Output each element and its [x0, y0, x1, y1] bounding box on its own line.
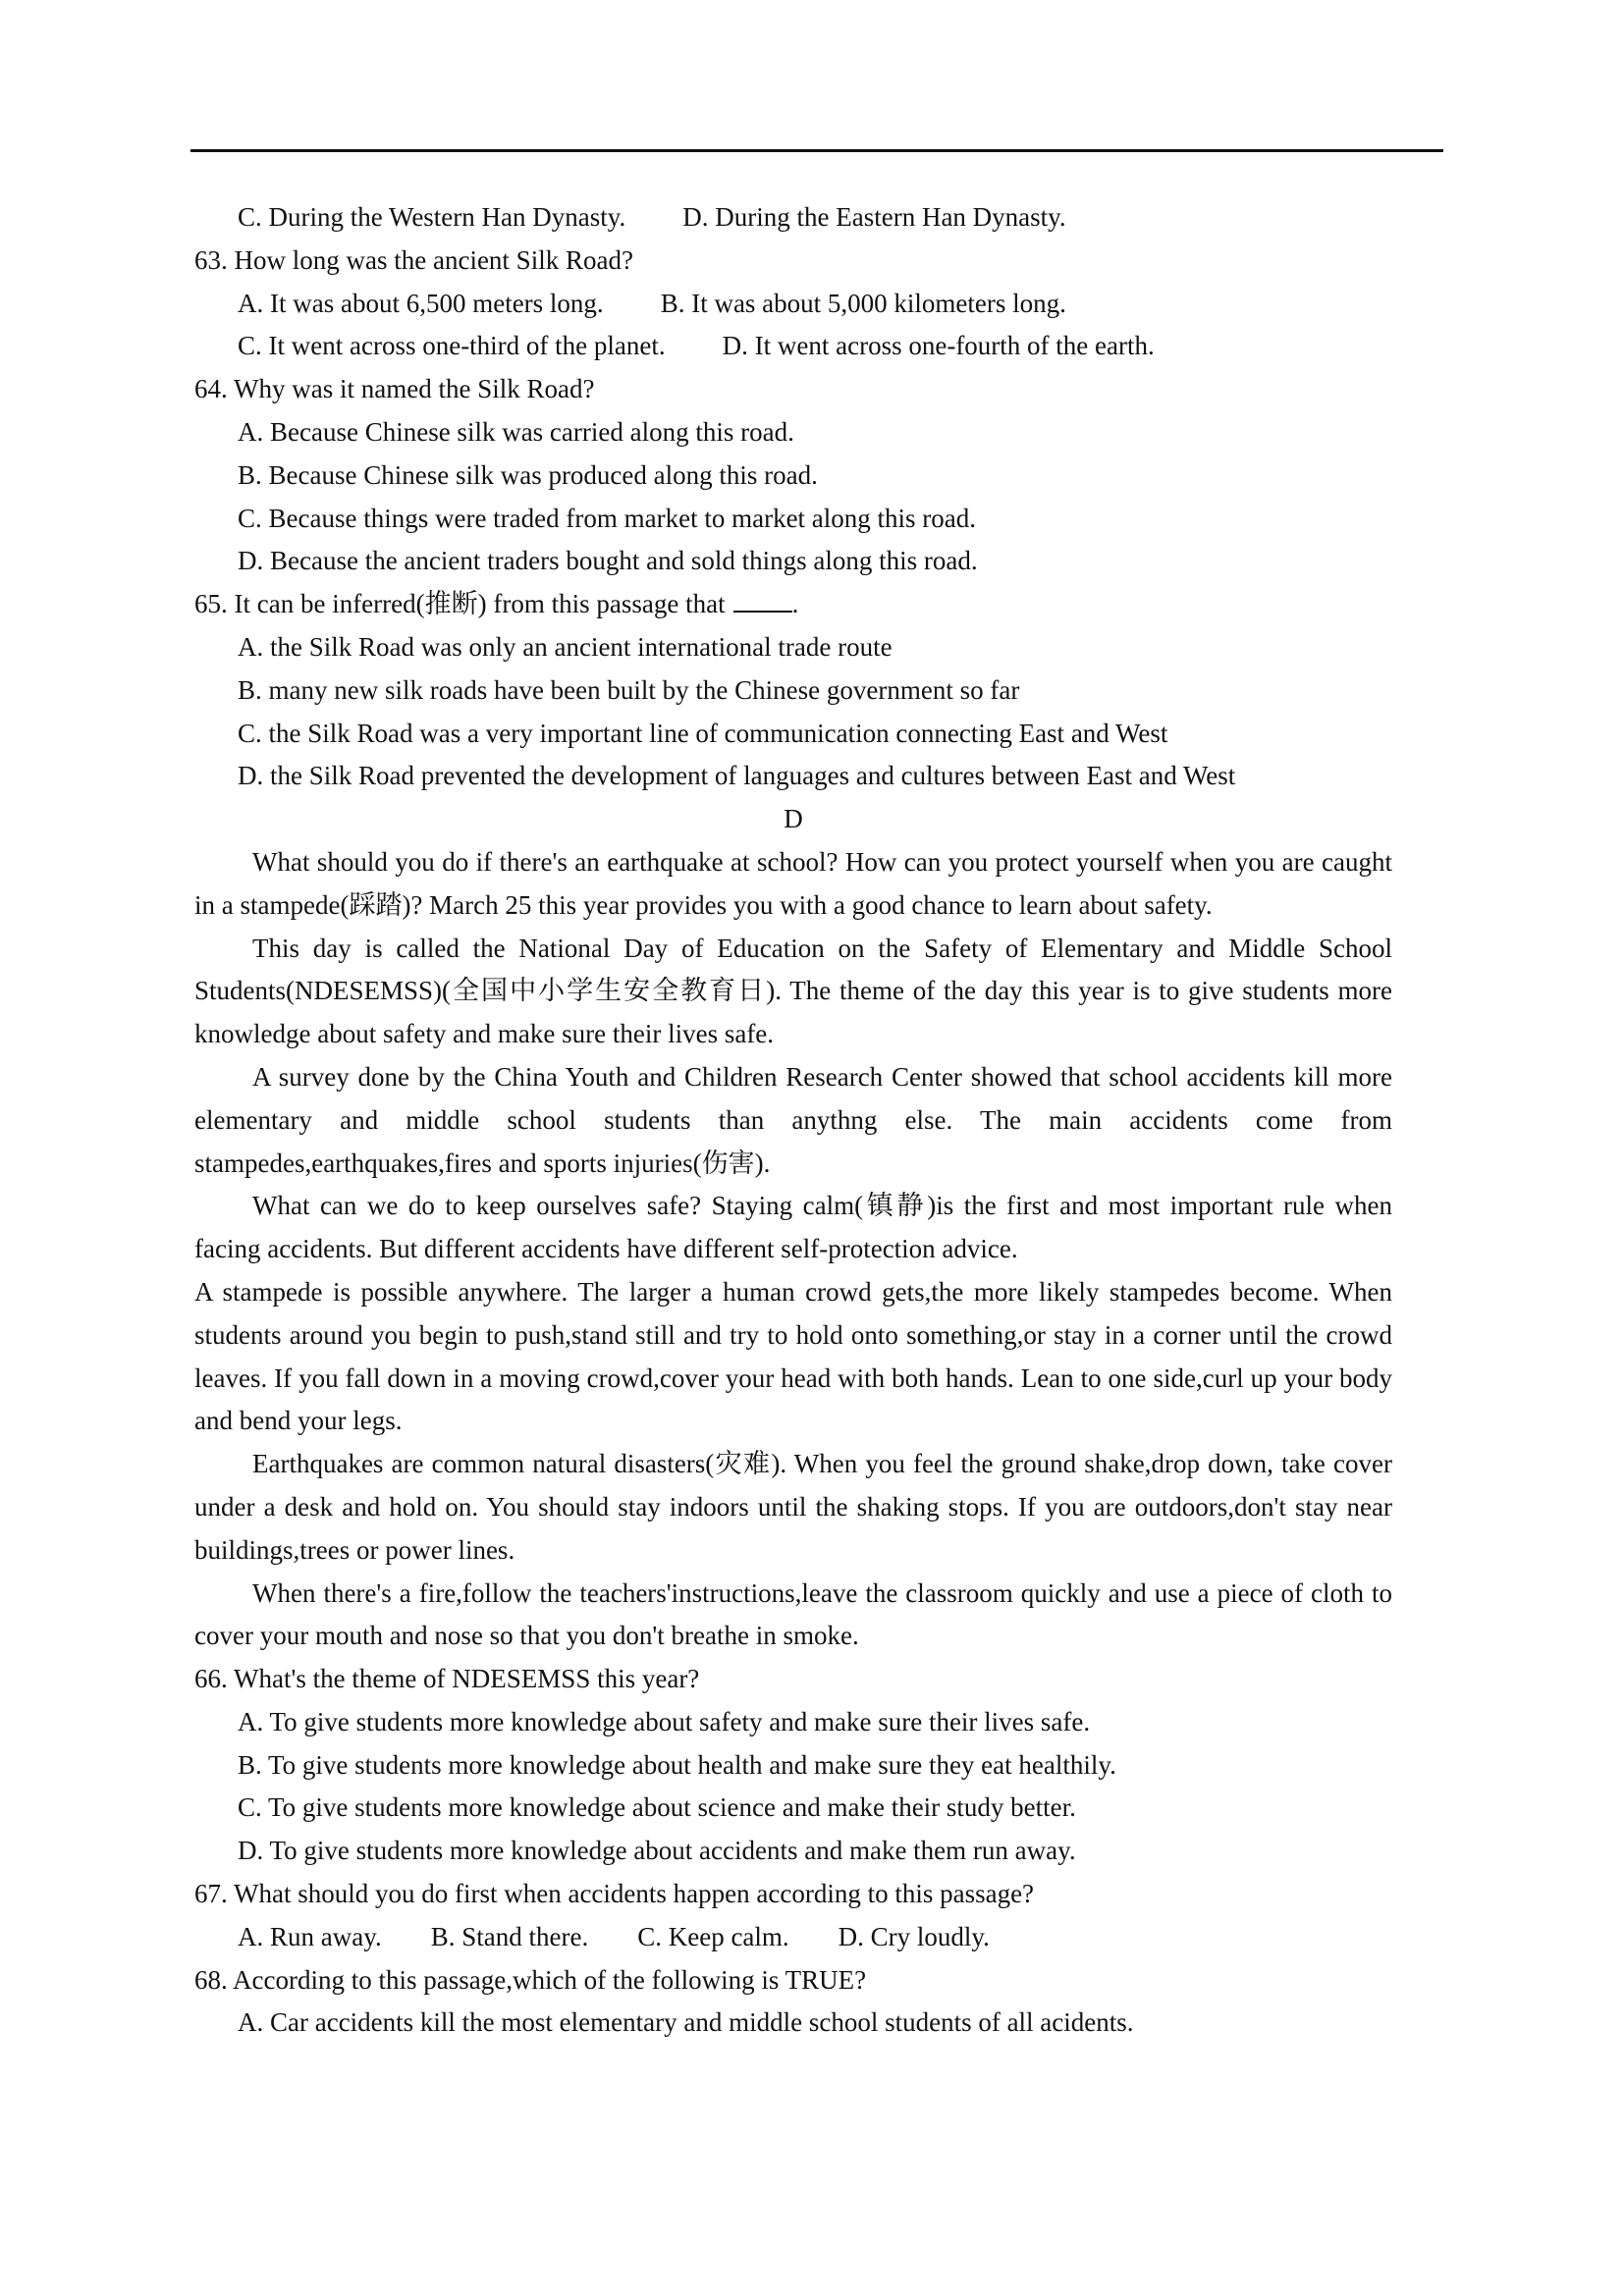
q63-option-a: A. It was about 6,500 meters long. [238, 288, 604, 318]
q66-option-d: D. To give students more knowledge about accidents and make them run away. [238, 1836, 1076, 1866]
q66-option-b: B. To give students more knowledge about health and make sure they eat healthily. [238, 1749, 1116, 1780]
q63-option-d: D. It went across one-fourth of the earth. [722, 331, 1155, 361]
q67-question: 67. What should you do first when accidents happen according to this passage? [194, 1879, 1035, 1909]
passage-paragraph-4: What can we do to keep ourselves safe? Staying calm(镇静)is the first and most important rule when facing accidents. But different accidents have different self-protection advice. [194, 1191, 1392, 1264]
passage-paragraph-7: When there's a fire,follow the teachers'instructions,leave the classroom quickly and use a piece of cloth to cover your mouth and nose so that you don't breathe in smoke. [194, 1577, 1392, 1651]
q67-option-d: D. Cry loudly. [838, 1921, 990, 1951]
q64-question: 64. Why was it named the Silk Road? [194, 374, 595, 404]
passage-paragraph-2: This day is called the National Day of Education on the Safety of Elementary and Middle School Students(NDESEMSS)(全国中小学生安全教育日). The theme of the day this year is to give students more knowledge about safety and make sure their lives safe. [194, 933, 1392, 1049]
q65-option-b: B. many new silk roads have been built by the Chinese government so far [238, 674, 1020, 705]
q65-option-a: A. the Silk Road was only an ancient international trade route [238, 631, 893, 662]
q66-option-c: C. To give students more knowledge about science and make their study better. [238, 1792, 1076, 1823]
passage-paragraph-1: What should you do if there's an earthquake at school? How can you protect yourself when you are caught in a stampede(踩踏)? March 25 this year provides you with a good chance to learn about safety. [194, 846, 1392, 920]
q63-options-ab [194, 283, 1392, 326]
q64-option-a: A. Because Chinese silk was carried along this road. [238, 416, 794, 447]
q65-question-line: 65. It can be inferred(推断) from this passage that . [194, 589, 799, 619]
section-d-label: D [784, 804, 803, 834]
q65-option-d: D. the Silk Road prevented the development of languages and cultures between East and West [238, 761, 1236, 791]
q62-option-d: D. During the Eastern Han Dynasty. [682, 202, 1066, 232]
passage-paragraph-6: Earthquakes are common natural disasters(灾难). When you feel the ground shake,drop down, take cover under a desk and hold on. You should stay indoors until the shaking stops. If you are outdoors,don't stay near buildings,trees or power lines. [194, 1449, 1392, 1565]
q62-option-c: C. During the Western Han Dynasty. [238, 202, 626, 232]
q63-question: 63. How long was the ancient Silk Road? [194, 244, 633, 275]
passage-paragraph-5: A stampede is possible anywhere. The larger a human crowd gets,the more likely stampedes become. When students around you begin to push,stand still and try to hold onto something,or stay in a corner until the crowd leaves. If you fall down in a moving crowd,cover your head with both hands. Lean to one side,curl up your body and bend your legs. [194, 1276, 1392, 1436]
q64-option-d: D. Because the ancient traders bought and sold things along this road. [238, 546, 978, 576]
q67-option-c: C. Keep calm. [637, 1921, 789, 1951]
q64-option-c: C. Because things were traded from market to market along this road. [238, 503, 977, 533]
q68-question: 68. According to this passage,which of the following is TRUE? [194, 1964, 867, 1995]
q67-options [194, 1916, 1392, 1959]
answer-blank [733, 589, 792, 613]
q64-option-b: B. Because Chinese silk was produced along this road. [238, 459, 818, 490]
q65-question: 65. It can be inferred(推断) from this passage that [194, 589, 726, 619]
q66-question: 66. What's the theme of NDESEMSS this year? [194, 1664, 700, 1694]
q67-option-a: A. Run away. [238, 1921, 382, 1951]
page-content [194, 196, 1392, 2045]
q65-option-c: C. the Silk Road was a very important line of communication connecting East and West [238, 718, 1168, 748]
header-rule [190, 149, 1443, 152]
q62-options-cd [194, 196, 1392, 240]
q63-option-b: B. It was about 5,000 kilometers long. [660, 288, 1066, 318]
passage-paragraph-3: A survey done by the China Youth and Children Research Center showed that school accidents kill more elementary and middle school students than anythng else. The main accidents come from stampedes,earthquakes,fires and sports injuries(伤害). [194, 1061, 1392, 1178]
q68-option-a: A. Car accidents kill the most elementary and middle school students of all acidents. [238, 2007, 1134, 2038]
q63-options-cd [194, 325, 1392, 368]
q67-option-b: B. Stand there. [430, 1921, 589, 1951]
q63-option-c: C. It went across one-third of the planet. [238, 331, 666, 361]
q66-option-a: A. To give students more knowledge about safety and make sure their lives safe. [238, 1706, 1091, 1736]
